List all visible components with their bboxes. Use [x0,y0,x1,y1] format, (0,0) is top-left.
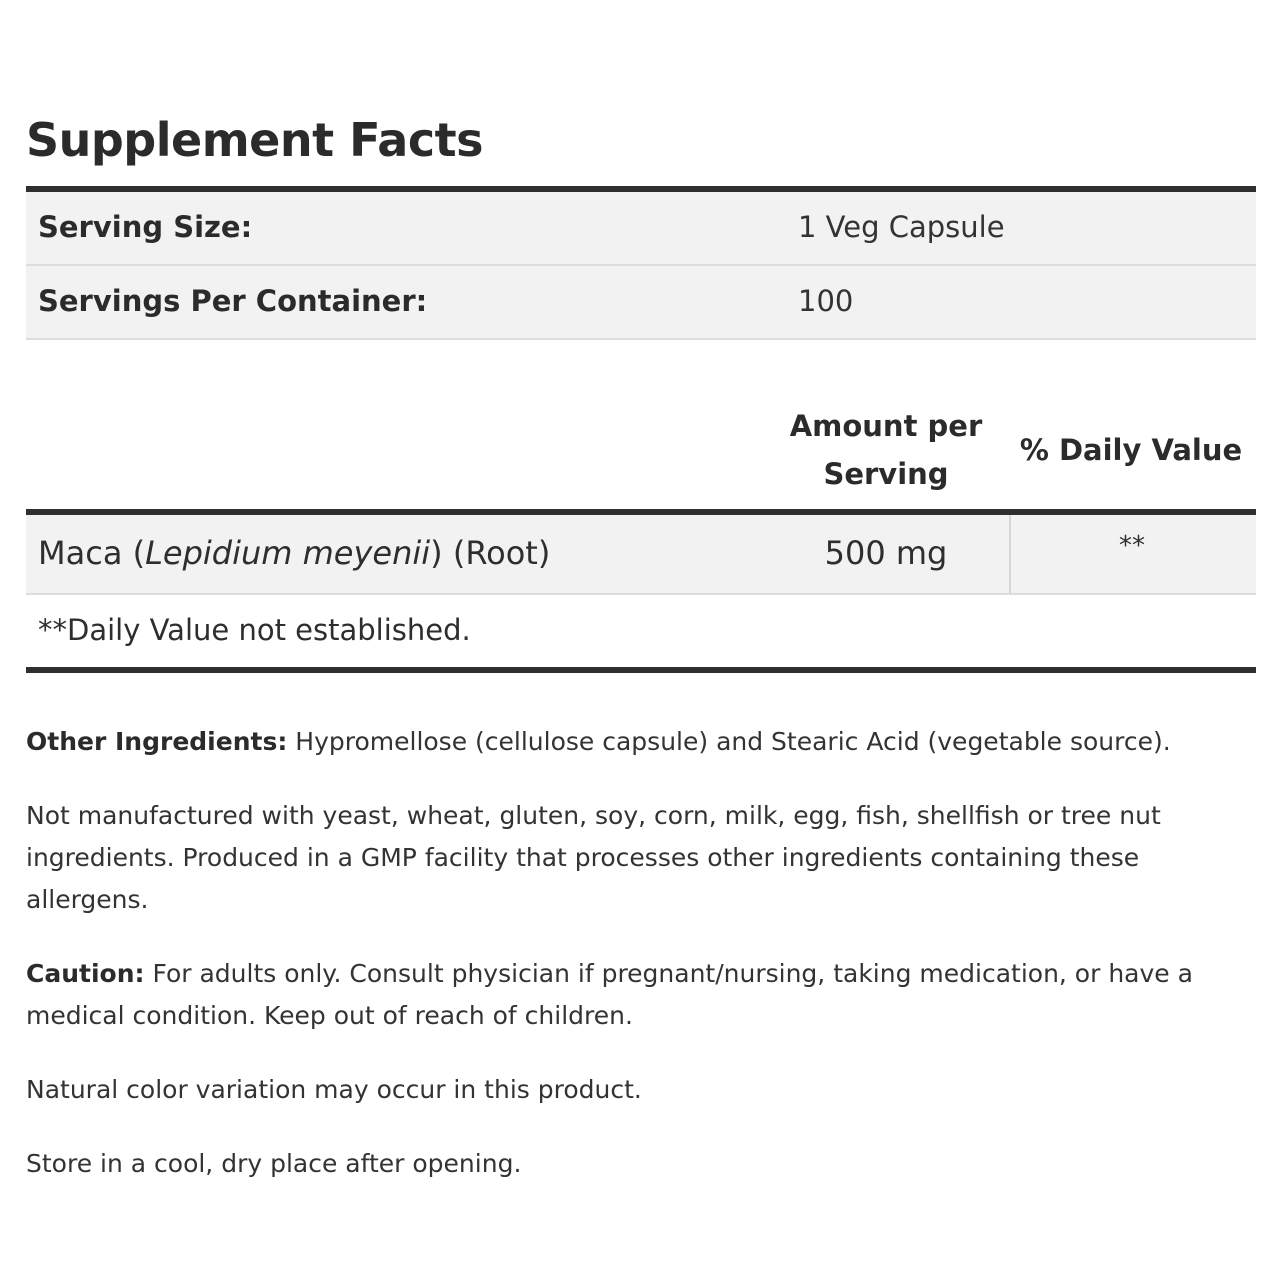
ingredient-name [38,533,550,573]
ingredient-name-prefix: Maca ( [38,534,146,572]
ingredient-latin-name: Lepidium meyenii [145,534,431,572]
ingredient-row-maca [26,515,1256,595]
serving-size-value: 1 Veg Capsule [798,210,1005,244]
other-ingredients-text: Hypromellose (cellulose capsule) and Stearic Acid (vegetable source). [287,727,1171,756]
caution-paragraph [26,953,1226,1037]
servings-per-container-value: 100 [798,284,854,318]
daily-value-header: % Daily Value [1019,433,1243,467]
ingredient-name-suffix: ) (Root) [430,534,551,572]
amount-header-line-2: Serving [823,457,949,491]
servings-per-container-row [26,266,1256,340]
daily-value-footnote: **Daily Value not established. [38,613,471,647]
caution-label: Caution: [26,959,145,988]
other-ingredients-paragraph [26,721,1226,763]
color-variation-note: Natural color variation may occur in this product. [26,1075,642,1104]
allergen-paragraph: Not manufactured with yeast, wheat, gluten, soy, corn, milk, egg, fish, shellfish or tree nut ingredients. Produced in a GMP facility that processes other ingredients containing these allergens. [26,801,1161,914]
caution-text: For adults only. Consult physician if pregnant/nursing, taking medication, or have a medical condition. Keep out of reach of children. [26,959,1193,1030]
bottom-thick-rule [26,667,1256,673]
page-title: Supplement Facts [26,113,483,167]
amount-per-serving-header [776,402,996,498]
ingredient-amount: 500 mg [824,534,948,572]
other-ingredients-label: Other Ingredients: [26,727,288,756]
storage-note: Store in a cool, dry place after opening. [26,1149,522,1178]
serving-size-label: Serving Size: [38,210,253,244]
serving-size-row [26,192,1256,266]
column-divider [1009,515,1011,593]
servings-per-container-label: Servings Per Container: [38,284,428,318]
ingredient-daily-value: ** [1119,531,1145,561]
amount-header-line-1: Amount per [789,409,983,443]
